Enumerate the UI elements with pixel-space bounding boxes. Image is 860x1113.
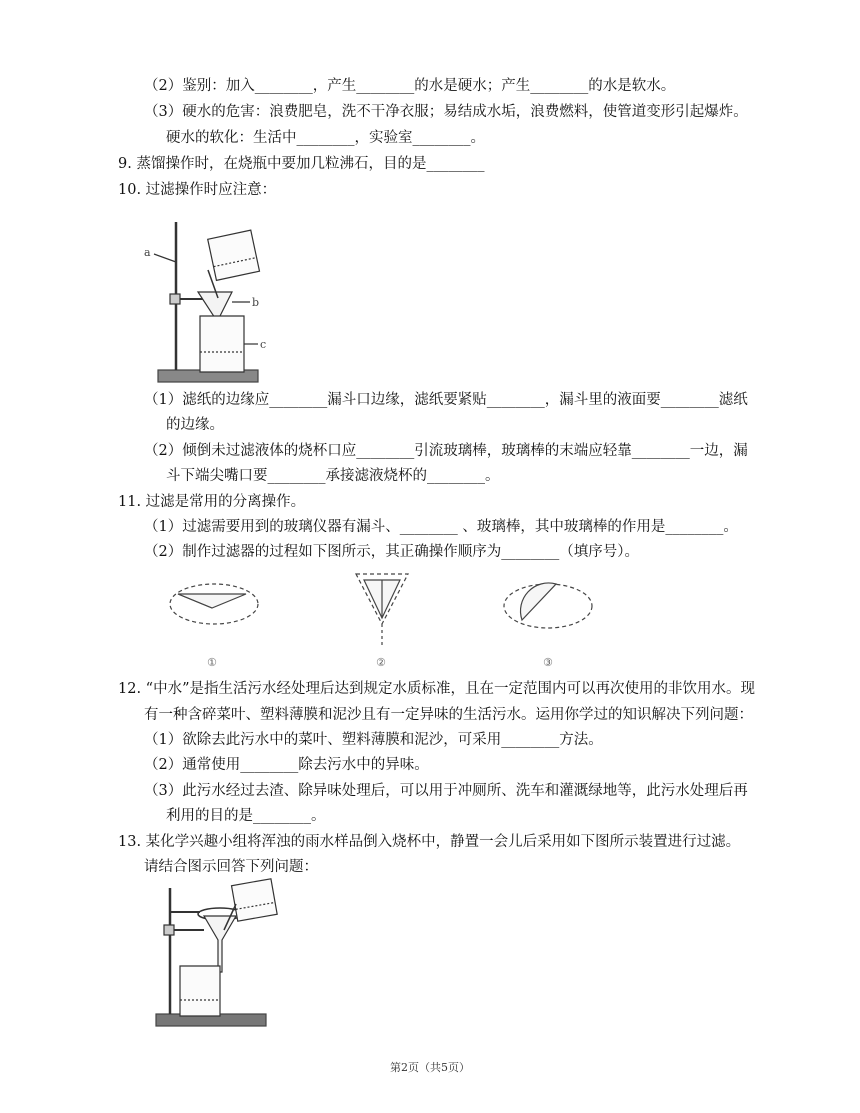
filtration-apparatus-figure [140,212,275,392]
label-c: c [260,338,267,351]
text-line: （2）倾倒未过滤液体的烧杯口应________引流玻璃棒，玻璃棒的末端应轻靠________一边，漏 [144,443,748,459]
text-line: 有一种含碎菜叶、塑料薄膜和泥沙且有一定异味的生活污水。运用你学过的知识解决下列问题： [144,707,753,723]
text-line: （2）通常使用________除去污水中的异味。 [144,757,429,773]
filter-paper-folding-figure [160,566,600,674]
question-12: 12. “中水”是指生活污水经处理后达到规定水质标准，且在一定范围内可以再次使用的非饮用水。现 [118,681,755,697]
text-line: 硬水的软化：生活中________，实验室________。 [166,130,485,146]
text-line: （1）欲除去此污水中的菜叶、塑料薄膜和泥沙，可采用________方法。 [144,732,603,748]
step-2-label: ② [376,656,386,669]
question-10: 10. 过滤操作时应注意： [118,182,277,198]
page-footer: 第2页（共5页） [390,1061,470,1074]
question-11: 11. 过滤是常用的分离操作。 [118,494,306,510]
step-3-label: ③ [543,656,553,669]
text-line: （1）滤纸的边缘应________漏斗口边缘，滤纸要紧贴________，漏斗里的液面要________滤纸 [144,392,748,408]
text-line: （1）过滤需要用到的玻璃仪器有漏斗、________ 、玻璃棒，其中玻璃棒的作用是________。 [144,519,738,535]
label-a: a [144,246,151,259]
text-line: 利用的目的是________。 [166,808,326,824]
question-13: 13. 某化学兴趣小组将浑浊的雨水样品倒入烧杯中，静置一会儿后采用如下图所示装置进行过滤。 [118,834,741,850]
step-1-label: ① [207,656,217,669]
text-line: （2）鉴别：加入________，产生________的水是硬水；产生________的水是软水。 [144,78,676,94]
label-b: b [252,296,260,309]
text-line: （3）硬水的危害：浪费肥皂，洗不干净衣服；易结成水垢，浪费燃料，使管道变形引起爆炸。 [144,104,748,120]
question-9: 9. 蒸馏操作时，在烧瓶中要加几粒沸石，目的是________ [118,156,485,172]
text-line: （3）此污水经过去渣、除异味处理后，可以用于冲厕所、洗车和灌溉绿地等，此污水处理后再 [144,783,748,799]
text-line: 请结合图示回答下列问题： [144,859,318,875]
text-line: 斗下端尖嘴口要________承接滤液烧杯的________。 [166,468,500,484]
text-line: （2）制作过滤器的过程如下图所示，其正确操作顺序为________（填序号）。 [144,544,639,560]
filtration-apparatus-figure-2 [142,876,292,1036]
text-line: 的边缘。 [166,417,224,433]
